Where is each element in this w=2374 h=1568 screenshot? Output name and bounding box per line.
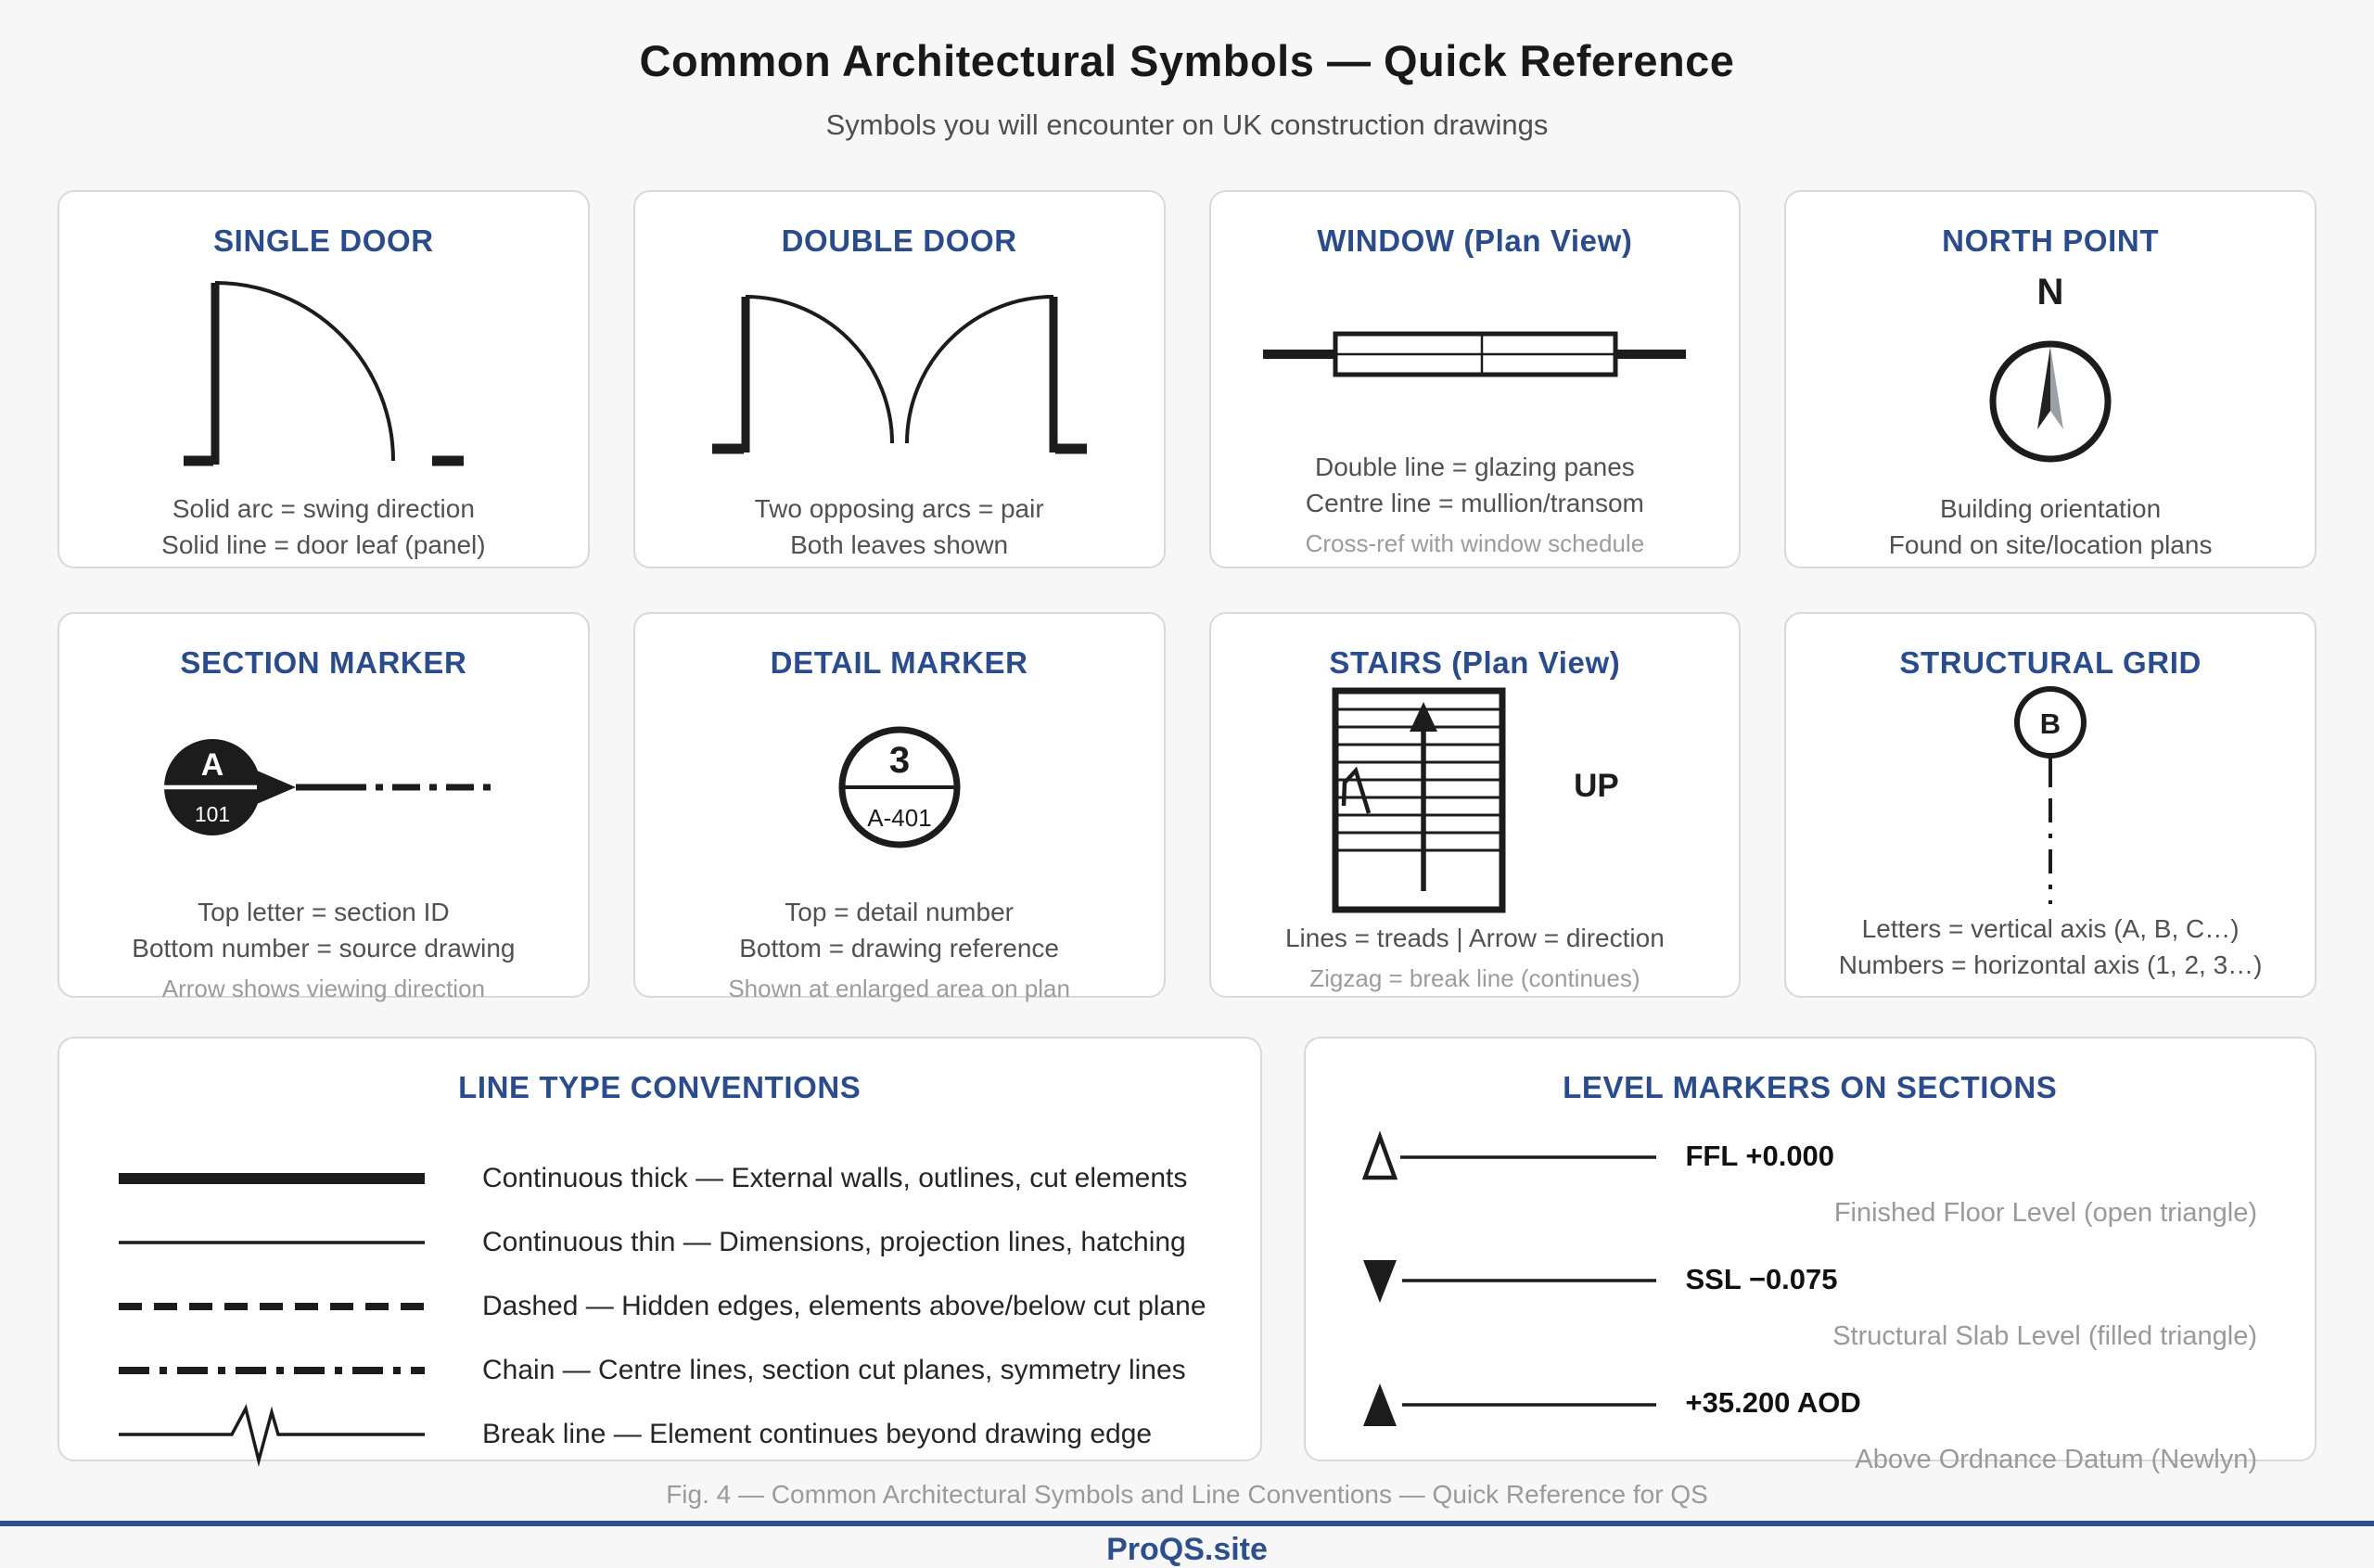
card-title-single-door: SINGLE DOOR	[213, 223, 434, 258]
site-brand: ProQS.site	[1106, 1532, 1268, 1567]
stairs-symbol-icon	[1331, 687, 1507, 913]
level-marker-ffl	[1358, 1129, 2264, 1229]
card-north-point	[1784, 190, 2317, 568]
filled-triangle-down-level-icon	[1358, 1253, 1664, 1307]
figure-caption: Fig. 4 — Common Architectural Symbols and Line Conventions — Quick Reference for QS	[666, 1480, 1708, 1509]
ffl-symbol-row	[1358, 1129, 2264, 1183]
card-section-marker	[57, 612, 590, 1002]
line-type-label: Continuous thick — External walls, outlines, cut elements	[482, 1162, 1188, 1193]
level-marker-ssl	[1358, 1253, 2264, 1352]
description-line: Bottom number = source drawing	[132, 934, 516, 962]
window-description	[1211, 449, 1740, 521]
detail-number: 3	[888, 740, 910, 781]
line-type-row-break-line	[113, 1402, 1206, 1466]
viewing-direction-arrow	[257, 771, 296, 804]
break-line-icon	[113, 1401, 428, 1468]
page-title: Common Architectural Symbols — Quick Reference	[639, 36, 1735, 85]
line-type-row-chain	[113, 1338, 1206, 1402]
single-door-symbol-icon	[180, 274, 467, 476]
description-line: Top = detail number	[785, 898, 1014, 926]
north-point-symbol-area	[1786, 259, 2315, 491]
single-door-description	[59, 491, 588, 563]
page-subtitle: Symbols you will encounter on UK construction drawings	[825, 108, 1549, 141]
card-title-structural-grid: STRUCTURAL GRID	[1899, 645, 2202, 680]
card-title-north-point: NORTH POINT	[1942, 223, 2160, 258]
level-label: SSL −0.075	[1685, 1263, 1838, 1295]
filled-triangle-up-level-icon	[1358, 1376, 1664, 1430]
level-marker-aod	[1358, 1376, 2264, 1475]
chain-line-icon	[113, 1343, 428, 1398]
window-symbol-icon	[1261, 325, 1688, 383]
description-line: Letters = vertical axis (A, B, C…)	[1861, 914, 2240, 943]
aod-symbol-row	[1358, 1376, 2264, 1430]
stairs-description	[1211, 920, 1740, 956]
stairs-note: Zigzag = break line (continues)	[1309, 964, 1640, 992]
stairs-symbol-area	[1211, 681, 1740, 920]
card-title-double-door: DOUBLE DOOR	[781, 223, 1017, 258]
double-door-symbol-area	[635, 259, 1164, 491]
card-title-line-types: LINE TYPE CONVENTIONS	[458, 1070, 862, 1104]
section-marker-note: Arrow shows viewing direction	[161, 975, 485, 1002]
dashed-line-icon	[113, 1279, 428, 1334]
north-letter: N	[2036, 272, 2064, 312]
description-line: Both leaves shown	[790, 530, 1009, 559]
line-type-label: Continuous thin — Dimensions, projection lines, hatching	[482, 1226, 1186, 1257]
line-type-label: Dashed — Hidden edges, elements above/below cut plane	[482, 1290, 1206, 1321]
level-description: Structural Slab Level (filled triangle)	[1832, 1321, 2257, 1351]
card-title-level-markers: LEVEL MARKERS ON SECTIONS	[1563, 1070, 2058, 1104]
double-door-description	[635, 491, 1164, 563]
symbol-card-row-2	[57, 612, 2317, 1002]
card-stairs-plan-view	[1209, 612, 1742, 998]
card-title-window: WINDOW (Plan View)	[1317, 223, 1633, 258]
description-line: Lines = treads | Arrow = direction	[1284, 924, 1665, 952]
card-window-plan-view	[1209, 190, 1742, 568]
description-line: Centre line = mullion/transom	[1305, 489, 1644, 517]
continuous-thin-line-icon	[113, 1215, 428, 1270]
description-line: Building orientation	[1940, 494, 2162, 523]
level-label: +35.200 AOD	[1685, 1386, 1861, 1419]
card-double-door	[633, 190, 1166, 568]
card-title-stairs: STAIRS (Plan View)	[1329, 645, 1621, 680]
line-type-label: Break line — Element continues beyond drawing edge	[482, 1418, 1153, 1449]
level-description: Finished Floor Level (open triangle)	[1833, 1198, 2257, 1228]
ssl-symbol-row	[1358, 1253, 2264, 1307]
description-line: Found on site/location plans	[1888, 530, 2213, 559]
section-marker-symbol-area	[59, 681, 588, 894]
card-structural-grid	[1784, 612, 2317, 998]
line-type-row-continuous-thin	[113, 1210, 1206, 1274]
structural-grid-symbol-area	[1786, 681, 2315, 911]
double-door-symbol-icon	[708, 289, 1091, 461]
symbol-card-row-1	[57, 190, 2317, 568]
line-type-row-dashed	[113, 1274, 1206, 1338]
line-type-label: Chain — Centre lines, section cut planes, symmetry lines	[482, 1354, 1186, 1385]
description-line: Two opposing arcs = pair	[754, 494, 1044, 523]
line-type-rows	[59, 1146, 1260, 1466]
description-line: Top letter = section ID	[198, 898, 450, 926]
up-label: UP	[1574, 768, 1619, 804]
window-symbol-area	[1211, 259, 1740, 449]
card-line-type-conventions	[57, 1037, 1262, 1461]
level-description: Above Ordnance Datum (Newlyn)	[1855, 1445, 2257, 1474]
description-line: Numbers = horizontal axis (1, 2, 3…)	[1838, 950, 2263, 979]
single-door-symbol-area	[59, 259, 588, 491]
detail-drawing-reference: A-401	[866, 804, 932, 832]
detail-marker-note: Shown at enlarged area on plan	[728, 975, 1070, 1002]
section-id-letter: A	[200, 747, 224, 783]
grid-letter: B	[2039, 708, 2061, 740]
section-marker-description	[59, 894, 588, 966]
open-triangle-level-icon	[1358, 1129, 1664, 1183]
description-line: Solid arc = swing direction	[172, 494, 475, 523]
description-line: Double line = glazing panes	[1314, 453, 1635, 481]
window-note: Cross-ref with window schedule	[1305, 529, 1645, 557]
level-marker-groups	[1306, 1129, 2316, 1475]
grid-bubble-icon	[1994, 683, 2107, 908]
card-title-detail-marker: DETAIL MARKER	[770, 645, 1028, 680]
detail-marker-symbol-area	[635, 681, 1164, 894]
footer-divider	[0, 1521, 2374, 1526]
north-point-description	[1786, 491, 2315, 563]
continuous-thick-line-icon	[113, 1151, 428, 1206]
description-line: Bottom = drawing reference	[739, 934, 1059, 962]
section-marker-symbol-icon	[153, 721, 494, 853]
card-single-door	[57, 190, 590, 568]
detail-marker-description	[635, 894, 1164, 966]
card-title-section-marker: SECTION MARKER	[180, 645, 467, 680]
level-label: FFL +0.000	[1685, 1140, 1835, 1172]
convention-card-row	[57, 1037, 2317, 1474]
card-level-markers	[1304, 1037, 2317, 1474]
card-detail-marker	[633, 612, 1166, 1002]
line-type-row-continuous-thick	[113, 1146, 1206, 1210]
section-source-number: 101	[194, 802, 231, 826]
detail-marker-symbol-icon	[834, 717, 965, 858]
structural-grid-description	[1786, 911, 2315, 983]
north-arrow-icon	[1971, 267, 2130, 482]
description-line: Solid line = door leaf (panel)	[161, 530, 486, 559]
